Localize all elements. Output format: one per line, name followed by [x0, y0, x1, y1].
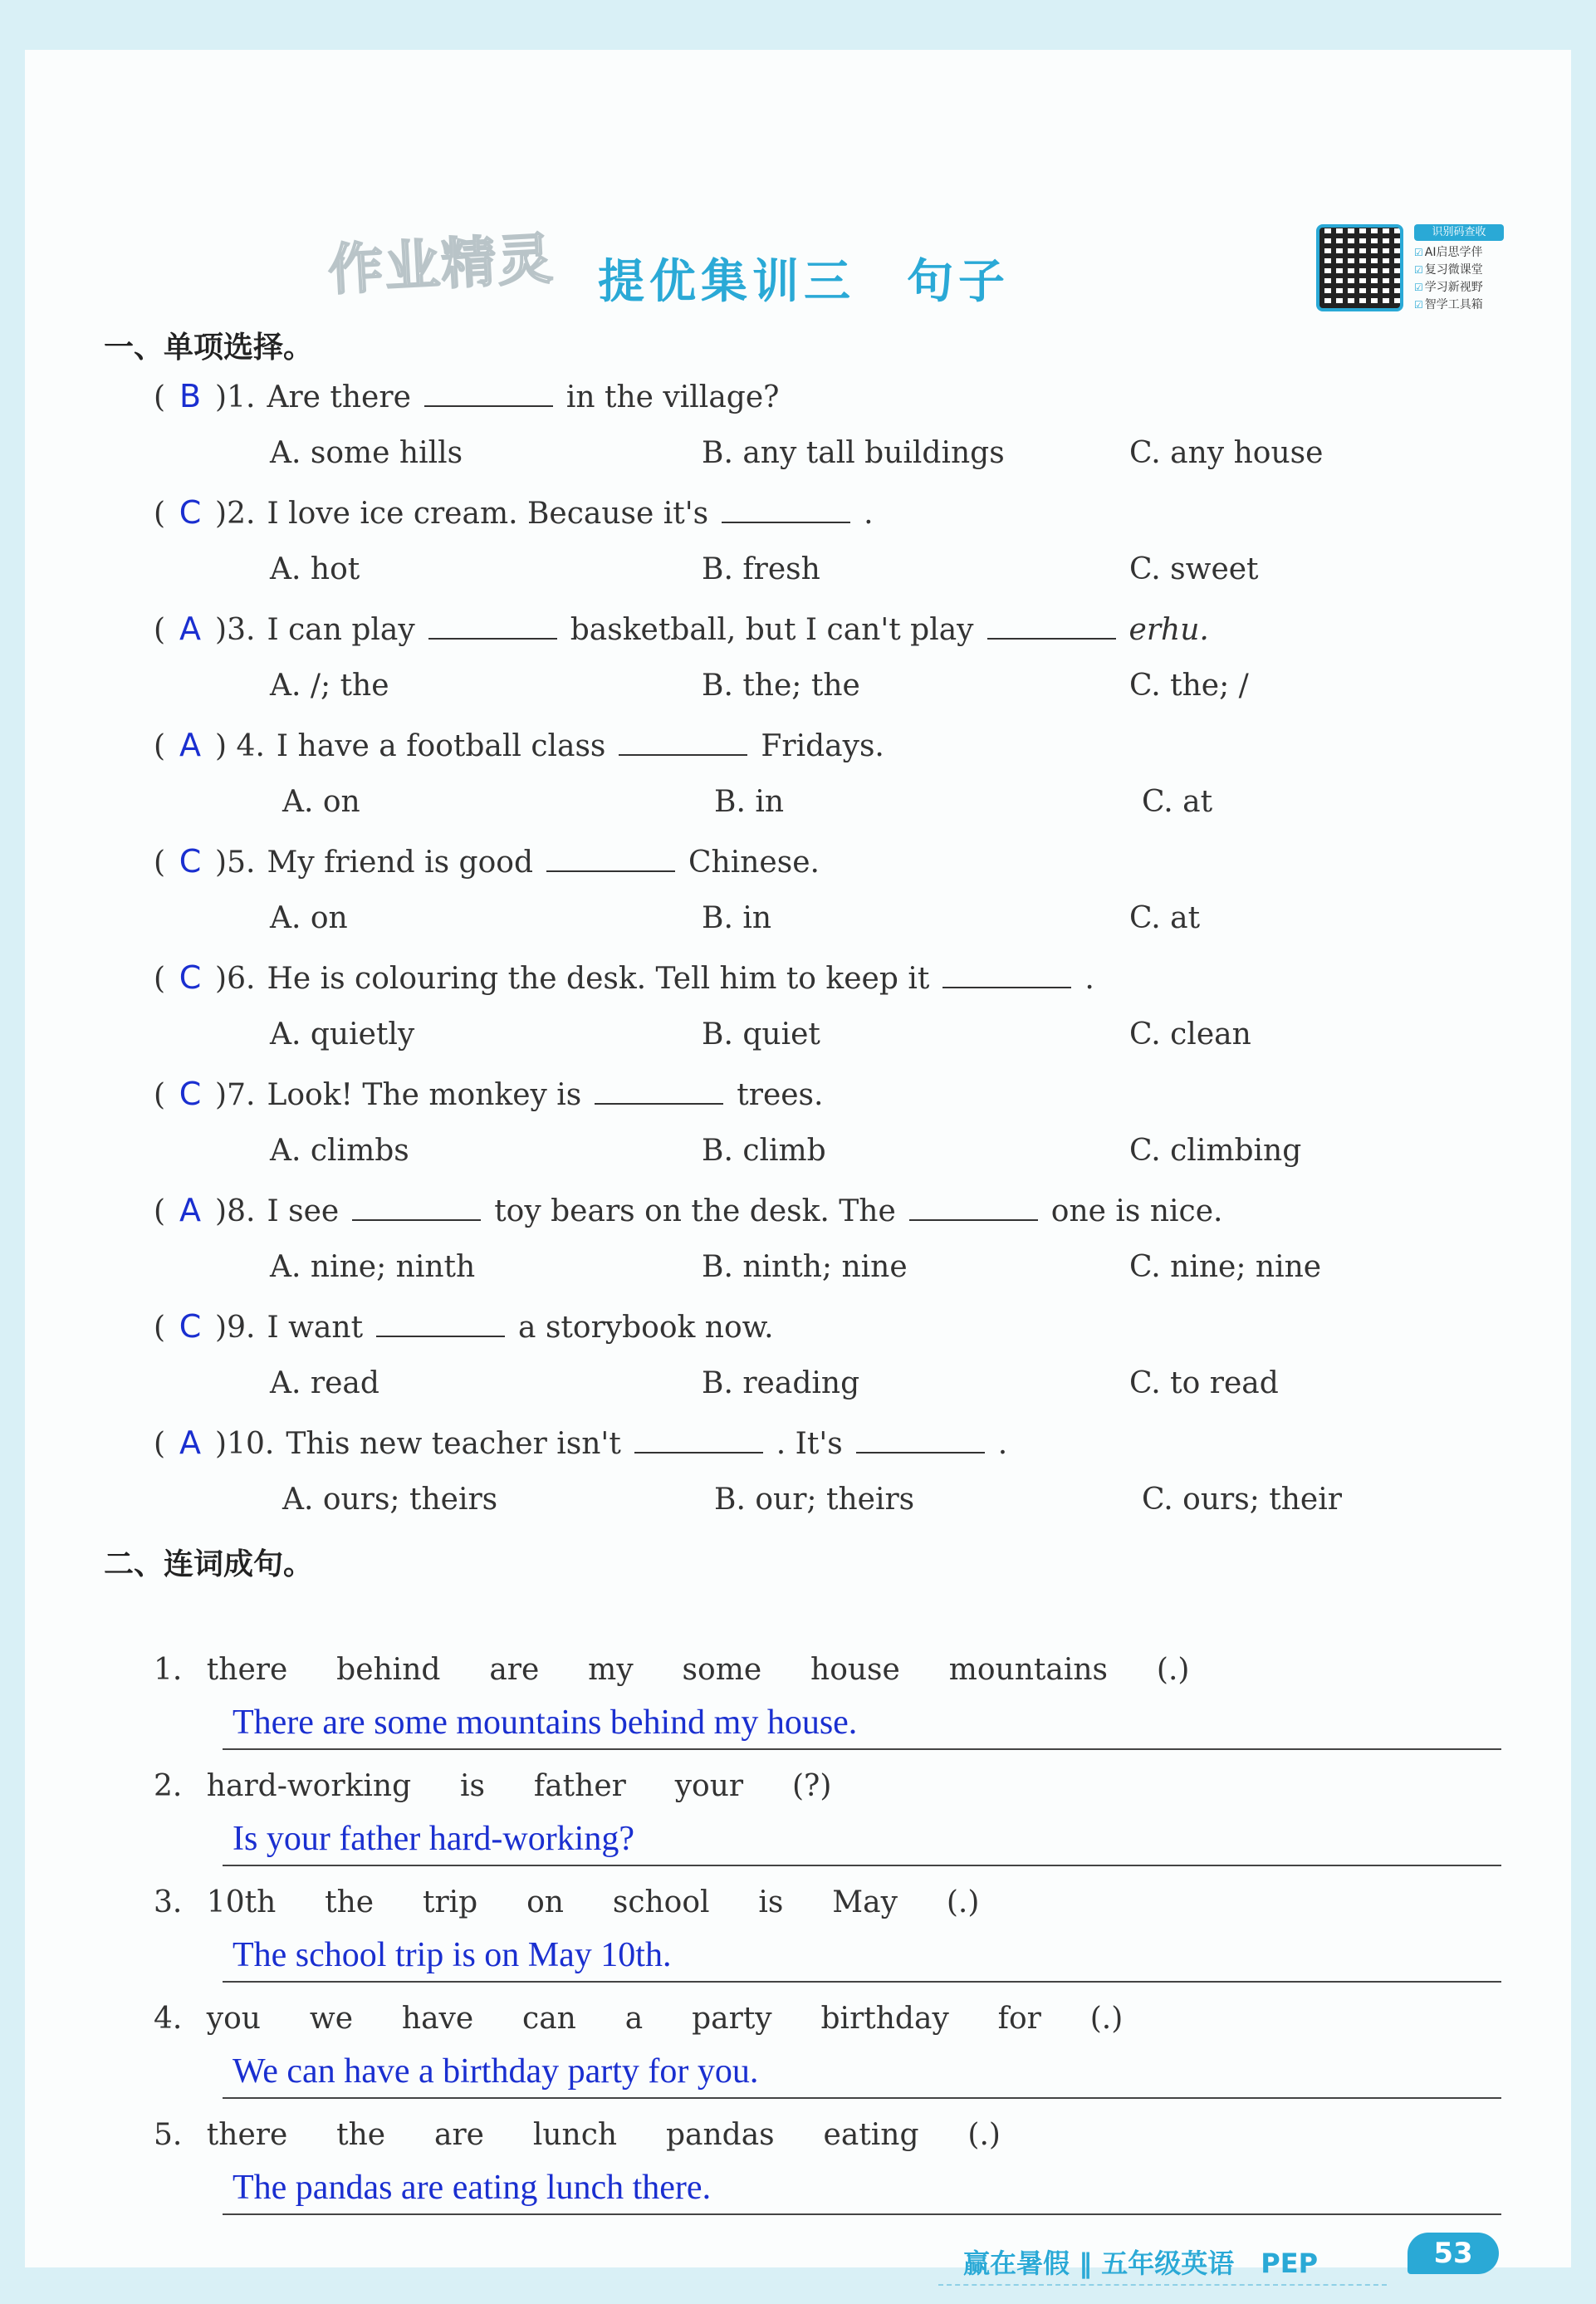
- footer-divider: [938, 2284, 1387, 2286]
- answer-paren-open: (: [154, 380, 166, 414]
- option-a: A. quietly: [270, 1017, 415, 1052]
- question-stem: This new teacher isn't: [286, 1427, 621, 1461]
- question-number: )5.: [215, 846, 256, 880]
- answer-letter: A: [179, 610, 202, 647]
- question-row: [154, 610, 1209, 647]
- fill-blank[interactable]: [909, 1194, 1038, 1221]
- word-order-prompt: 5. there the are lunch pandas eating (.): [154, 2118, 1001, 2152]
- section-heading-ordering: 二、连词成句。: [104, 1547, 314, 1581]
- option-c: C. the; /: [1129, 669, 1249, 703]
- question-number: )2.: [215, 497, 256, 531]
- question-stem: Fridays.: [761, 729, 884, 763]
- question-stem: one is nice.: [1050, 1194, 1223, 1228]
- question-stem: basketball, but I can't play: [570, 613, 974, 647]
- answer-paren-open: (: [154, 1427, 166, 1461]
- question-row: [154, 494, 874, 531]
- question-stem: Look! The monkey is: [267, 1078, 582, 1112]
- question-row: [154, 1192, 1222, 1228]
- option-c: C. sweet: [1129, 552, 1259, 586]
- answer-paren-open: (: [154, 1078, 166, 1112]
- answer-letter: B: [179, 378, 202, 414]
- fill-blank[interactable]: [595, 1078, 723, 1105]
- answer-paren-open: (: [154, 613, 166, 647]
- section-heading-choice: 一、单项选择。: [104, 331, 314, 365]
- question-number: )1.: [215, 380, 256, 414]
- handwritten-answer: There are some mountains behind my house.: [233, 1703, 858, 1742]
- option-b: B. ninth; nine: [702, 1250, 908, 1284]
- question-stem: in the village?: [565, 380, 780, 414]
- question-number: )9.: [215, 1311, 256, 1345]
- qr-tag: 识别码查收: [1414, 224, 1504, 241]
- answer-paren-open: (: [154, 497, 166, 531]
- question-number: ) 4.: [215, 729, 265, 763]
- handwritten-answer: The pandas are eating lunch there.: [233, 2169, 712, 2207]
- qr-feature-item: ☑ 复习微课堂: [1414, 262, 1483, 279]
- word-order-prompt: 3. 10th the trip on school is May (.): [154, 1885, 980, 1919]
- option-b: B. quiet: [702, 1017, 820, 1052]
- question-stem: Are there: [267, 380, 411, 414]
- option-a: A. ours; theirs: [282, 1483, 498, 1517]
- question-number: )10.: [215, 1427, 275, 1461]
- option-c: C. nine; nine: [1129, 1250, 1322, 1284]
- option-c: C. climbing: [1129, 1134, 1302, 1168]
- answer-line[interactable]: [223, 1865, 1501, 1866]
- question-stem: I want: [267, 1311, 364, 1345]
- option-c: C. ours; their: [1142, 1483, 1342, 1517]
- option-b: B. any tall buildings: [702, 436, 1005, 470]
- option-b: B. in: [702, 901, 772, 935]
- option-a: A. some hills: [270, 436, 463, 470]
- question-row: [154, 1076, 823, 1112]
- question-stem: I can play: [267, 613, 415, 647]
- answer-letter: C: [179, 843, 202, 880]
- question-row: [154, 378, 779, 414]
- answer-paren-open: (: [154, 846, 166, 880]
- answer-paren-open: (: [154, 729, 166, 763]
- option-c: C. at: [1142, 785, 1213, 819]
- watermark-logo: 作业精灵: [326, 226, 556, 303]
- question-row: [154, 843, 820, 880]
- question-stem: My friend is good: [267, 846, 533, 880]
- answer-letter: A: [179, 727, 202, 763]
- question-stem: .: [997, 1427, 1008, 1461]
- option-a: A. hot: [270, 552, 360, 586]
- question-number: )6.: [215, 962, 256, 996]
- answer-line[interactable]: [223, 2213, 1501, 2215]
- fill-blank[interactable]: [376, 1311, 505, 1337]
- option-a: A. read: [270, 1366, 379, 1400]
- option-a: A. nine; ninth: [270, 1250, 476, 1284]
- fill-blank[interactable]: [619, 729, 747, 756]
- fill-blank[interactable]: [352, 1194, 481, 1221]
- answer-line[interactable]: [223, 1981, 1501, 1983]
- fill-blank[interactable]: [546, 846, 675, 872]
- fill-blank[interactable]: [428, 613, 557, 640]
- answer-line[interactable]: [223, 1748, 1501, 1750]
- word-order-prompt: 1. there behind are my some house mountains (.): [154, 1653, 1190, 1687]
- question-stem: I love ice cream. Because it's: [267, 497, 709, 531]
- question-row: [154, 1424, 1007, 1461]
- answer-line[interactable]: [223, 2097, 1501, 2099]
- option-c: C. to read: [1129, 1366, 1279, 1400]
- option-b: B. reading: [702, 1366, 860, 1400]
- option-a: A. /; the: [270, 669, 389, 703]
- question-stem: .: [1084, 962, 1094, 996]
- fill-blank[interactable]: [942, 962, 1071, 988]
- question-stem: I have a football class: [276, 729, 606, 763]
- question-stem: . It's: [776, 1427, 843, 1461]
- fill-blank[interactable]: [634, 1427, 763, 1453]
- question-stem: toy bears on the desk. The: [494, 1194, 896, 1228]
- question-stem: Chinese.: [688, 846, 820, 880]
- question-stem: I see: [267, 1194, 340, 1228]
- answer-letter: A: [179, 1192, 202, 1228]
- question-stem: erhu.: [1128, 613, 1209, 647]
- option-c: C. at: [1129, 901, 1201, 935]
- qr-feature-item: ☑ 智学工具箱: [1414, 297, 1483, 314]
- page-number-badge: 53: [1408, 2233, 1499, 2274]
- answer-letter: C: [179, 959, 202, 996]
- option-b: B. fresh: [702, 552, 820, 586]
- answer-paren-open: (: [154, 1311, 166, 1345]
- fill-blank[interactable]: [424, 380, 553, 407]
- handwritten-answer: Is your father hard-working?: [233, 1820, 634, 1858]
- option-a: A. on: [270, 901, 348, 935]
- fill-blank[interactable]: [722, 497, 850, 523]
- question-stem: a storybook now.: [518, 1311, 774, 1345]
- option-b: B. our; theirs: [714, 1483, 915, 1517]
- question-row: [154, 959, 1094, 996]
- option-a: A. on: [282, 785, 360, 819]
- option-b: B. the; the: [702, 669, 860, 703]
- question-row: [154, 727, 884, 763]
- qr-feature-list: [1414, 244, 1483, 314]
- option-b: B. climb: [702, 1134, 826, 1168]
- qr-feature-item: ☑ AI启思学伴: [1414, 244, 1483, 262]
- handwritten-answer: We can have a birthday party for you.: [233, 2052, 759, 2091]
- handwritten-answer: The school trip is on May 10th.: [233, 1936, 672, 1974]
- option-a: A. climbs: [270, 1134, 409, 1168]
- question-number: )3.: [215, 613, 256, 647]
- answer-letter: A: [179, 1424, 202, 1461]
- answer-paren-open: (: [154, 1194, 166, 1228]
- answer-letter: C: [179, 1308, 202, 1345]
- word-order-prompt: 4. you we have can a party birthday for (.): [154, 2002, 1124, 2036]
- answer-letter: C: [179, 1076, 202, 1112]
- question-stem: .: [864, 497, 874, 531]
- page-title: 提优集训三 句子: [598, 255, 1010, 309]
- answer-letter: C: [179, 494, 202, 531]
- option-c: C. clean: [1129, 1017, 1251, 1052]
- question-number: )7.: [215, 1078, 256, 1112]
- qr-feature-item: ☑ 学习新视野: [1414, 279, 1483, 297]
- option-c: C. any house: [1129, 436, 1324, 470]
- word-order-prompt: 2. hard-working is father your (?): [154, 1769, 832, 1803]
- fill-blank[interactable]: [856, 1427, 985, 1453]
- fill-blank[interactable]: [987, 613, 1116, 640]
- question-number: )8.: [215, 1194, 256, 1228]
- footer-book-title: 赢在暑假 ‖ 五年级英语 PEP: [963, 2248, 1319, 2279]
- worksheet-page: [25, 50, 1571, 2279]
- qr-code-panel[interactable]: [1316, 224, 1507, 316]
- answer-paren-open: (: [154, 962, 166, 996]
- question-stem: He is colouring the desk. Tell him to keep it: [267, 962, 930, 996]
- question-stem: trees.: [737, 1078, 824, 1112]
- option-b: B. in: [714, 785, 785, 819]
- qr-code-icon[interactable]: [1316, 224, 1403, 311]
- question-row: [154, 1308, 774, 1345]
